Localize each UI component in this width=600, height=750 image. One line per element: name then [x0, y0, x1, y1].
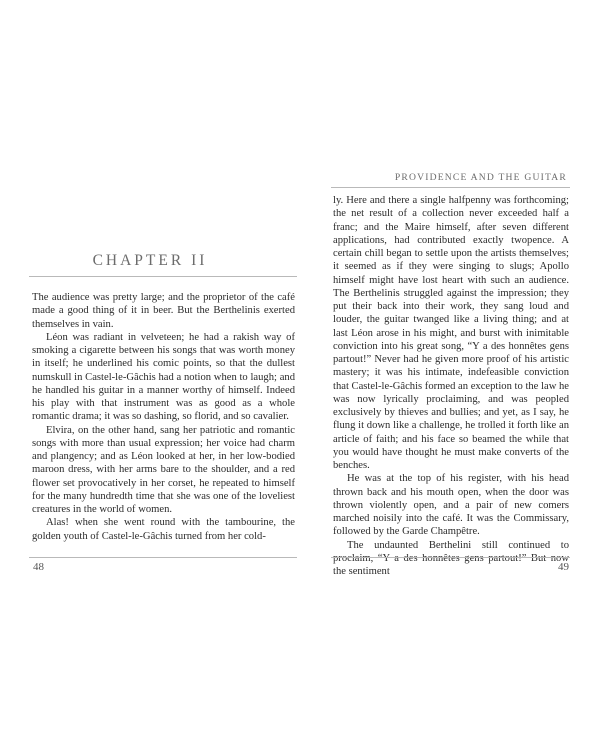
- paragraph: ly. Here and there a single halfpenny was forthcoming; the net result of a collection never exceeded half a franc; and the Maire himself, after seven different applications, had contributed exactly twopence. A certain chill began to settle upon the artists themselves; it seemed as if they were singing to slugs; Apollo himself might have lost heart with such an audience. The Berthelinis struggled against the impression; they put their back into their work, they sang loud and louder, the guitar twanged like a living thing; and at last Léon arose in his might, and burst with inimitable conviction into his great song, “Y a des honnêtes gens partout!” Never had he given more proof of his artistic mastery; it was his intimate, indefeasible conviction that Castel-le-Gâchis formed an exception to the law he was now lyrically proclaiming, and was peopled exclusively by thieves and bullies; and yet, as I say, he flung it down like a challenge, he trolled it forth like an article of faith; and his face so beamed the while that you would have thought he must make converts of the benches.: [333, 195, 569, 471]
- paragraph: The undaunted Berthelini still continued to proclaim, “Y a des honnêtes gens partout!” But now the sentiment: [333, 539, 569, 577]
- running-head: PROVIDENCE AND THE GUITAR: [394, 172, 567, 183]
- paragraph: Elvira, on the other hand, sang her patriotic and romantic songs with more than usual expression; her voice had charm and plangency; and as Léon looked at her, in her low-bodied maroon dress, with her arms bare to the shoulder, and a red flower set provocatively in her corset, he repeated to himself for the many hundredth time that she was one of the loveliest creatures in the world of women.: [32, 424, 295, 515]
- page-number-right: 49: [558, 561, 569, 573]
- paragraph: Alas! when she went round with the tambourine, the golden youth of Castel-le-Gâchis turned from her cold-: [32, 517, 295, 542]
- left-page-body: [32, 291, 295, 543]
- paragraph: Léon was radiant in velveteen; he had a rakish way of smoking a cigarette between his songs that was worth money in itself; he underlined his comic points, so that the dullest numskull in Castel-le-Gâchis had a notion when to laugh; and he handled his guitar in a manner worthy of himself. Indeed his play with that instrument was as good as a whole romantic drama; it was so dashing, so florid, and so cavalier.: [32, 331, 295, 423]
- right-page: [300, 0, 600, 750]
- page-number-left: 48: [33, 561, 44, 573]
- header-rule: [331, 187, 570, 188]
- footer-rule: [331, 557, 570, 558]
- footer-rule: [29, 557, 297, 558]
- right-page-body: [333, 194, 569, 578]
- chapter-rule: [29, 276, 297, 277]
- paragraph: The audience was pretty large; and the proprietor of the café made a good thing of it in beer. But the Berthelinis exerted themselves in vain.: [32, 292, 295, 330]
- paragraph: He was at the top of his register, with his head thrown back and his mouth open, when the door was thrown violently open, and a pair of new comers marched noisily into the café. It was the Commissary, followed by the Garde Champêtre.: [333, 473, 569, 538]
- chapter-heading: CHAPTER II: [92, 252, 208, 269]
